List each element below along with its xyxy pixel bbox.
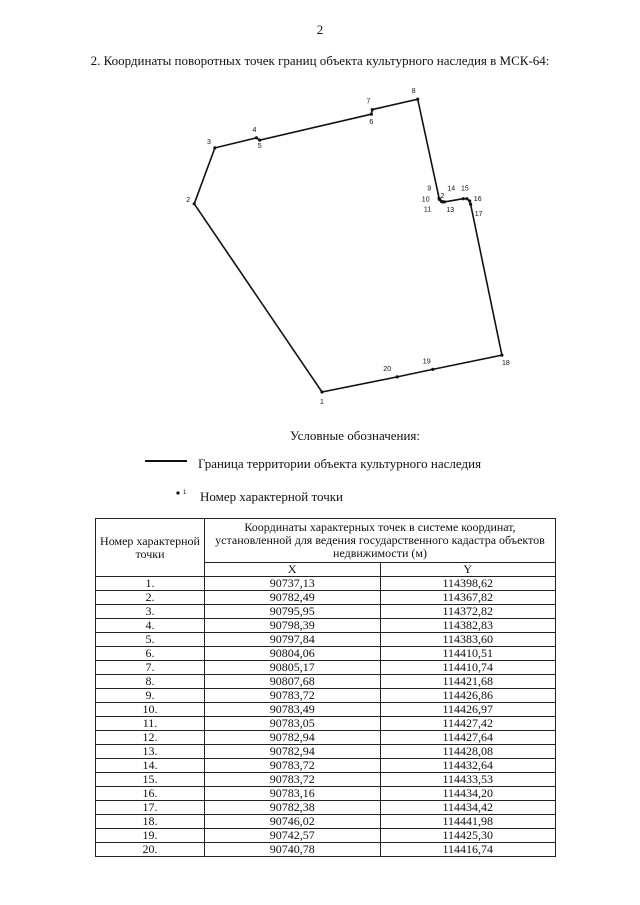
cell-y: 114426,86 xyxy=(380,689,556,703)
cell-x: 90783,72 xyxy=(205,689,381,703)
cell-x: 90782,94 xyxy=(205,745,381,759)
cell-point-number: 9. xyxy=(96,689,205,703)
cell-x: 90807,68 xyxy=(205,675,381,689)
boundary-point-19 xyxy=(431,368,434,371)
cell-point-number: 19. xyxy=(96,829,205,843)
cell-x: 90742,57 xyxy=(205,829,381,843)
table-row xyxy=(96,605,556,619)
table-row xyxy=(96,661,556,675)
header-point-number: Номер характерной точки xyxy=(96,519,205,577)
boundary-point-13 xyxy=(443,200,446,203)
page-heading: 2. Координаты поворотных точек границ объекта культурного наследия в МСК-64: xyxy=(90,53,550,68)
cell-y: 114421,68 xyxy=(380,675,556,689)
cell-x: 90740,78 xyxy=(205,843,381,857)
boundary-point-label-16: 16 xyxy=(473,196,482,203)
boundary-point-16 xyxy=(468,199,471,202)
legend-point-symbol-label: 1 xyxy=(183,490,187,496)
table-row xyxy=(96,703,556,717)
boundary-point-17 xyxy=(469,203,472,206)
header-coordinates: Координаты характерных точек в системе координат, установленной для ведения государственного кадастра объектов недвижимости (м) xyxy=(205,519,556,563)
boundary-point-14 xyxy=(462,197,465,200)
boundary-point-label-18: 18 xyxy=(502,360,510,368)
cell-x: 90797,84 xyxy=(205,633,381,647)
boundary-plan xyxy=(0,0,640,420)
cell-y: 114372,82 xyxy=(380,605,556,619)
boundary-point-15 xyxy=(465,197,468,200)
boundary-point-label-20: 20 xyxy=(383,365,392,373)
cell-point-number: 3. xyxy=(96,605,205,619)
boundary-point-label-10: 10 xyxy=(421,196,430,204)
cell-y: 114441,98 xyxy=(380,815,556,829)
cell-y: 114382,83 xyxy=(380,619,556,633)
cell-point-number: 18. xyxy=(96,815,205,829)
boundary-line xyxy=(194,99,502,392)
cell-point-number: 7. xyxy=(96,661,205,675)
boundary-point-label-14: 14 xyxy=(447,185,456,193)
cell-x: 90782,94 xyxy=(205,731,381,745)
cell-point-number: 15. xyxy=(96,773,205,787)
boundary-point-1 xyxy=(320,390,323,393)
cell-point-number: 12. xyxy=(96,731,205,745)
cell-y: 114427,42 xyxy=(380,717,556,731)
cell-y: 114425,30 xyxy=(380,829,556,843)
boundary-point-label-12: 12 xyxy=(436,192,445,200)
cell-point-number: 10. xyxy=(96,703,205,717)
cell-point-number: 5. xyxy=(96,633,205,647)
cell-y: 114428,08 xyxy=(380,745,556,759)
cell-x: 90783,16 xyxy=(205,787,381,801)
cell-y: 114434,20 xyxy=(380,787,556,801)
cell-x: 90783,49 xyxy=(205,703,381,717)
boundary-point-label-2: 2 xyxy=(186,196,191,204)
cell-x: 90782,38 xyxy=(205,801,381,815)
table-row xyxy=(96,647,556,661)
cell-x: 90746,02 xyxy=(205,815,381,829)
cell-point-number: 2. xyxy=(96,591,205,605)
cell-x: 90783,72 xyxy=(205,773,381,787)
table-row xyxy=(96,801,556,815)
cell-y: 114410,51 xyxy=(380,647,556,661)
boundary-point-6 xyxy=(370,113,373,116)
boundary-point-label-7: 7 xyxy=(366,98,371,106)
cell-x: 90795,95 xyxy=(205,605,381,619)
cell-point-number: 14. xyxy=(96,759,205,773)
boundary-point-label-11: 11 xyxy=(423,206,432,214)
header-x: X xyxy=(205,563,381,577)
cell-y: 114432,64 xyxy=(380,759,556,773)
boundary-point-2 xyxy=(193,202,196,205)
boundary-point-label-1: 1 xyxy=(320,399,324,406)
boundary-point-3 xyxy=(213,146,216,149)
cell-y: 114434,42 xyxy=(380,801,556,815)
cell-y: 114367,82 xyxy=(380,591,556,605)
legend-point-label: Номер характерной точки xyxy=(200,489,343,504)
cell-x: 90798,39 xyxy=(205,619,381,633)
cell-x: 90737,13 xyxy=(205,577,381,591)
table-row xyxy=(96,773,556,787)
cell-point-number: 11. xyxy=(96,717,205,731)
cell-point-number: 8. xyxy=(96,675,205,689)
boundary-point-label-5: 5 xyxy=(257,143,262,151)
boundary-point-20 xyxy=(396,375,399,378)
cell-point-number: 20. xyxy=(96,843,205,857)
boundary-point-4 xyxy=(255,136,258,139)
table-row xyxy=(96,745,556,759)
boundary-point-7 xyxy=(371,108,374,111)
cell-y: 114398,62 xyxy=(380,577,556,591)
boundary-point-label-17: 17 xyxy=(474,211,483,219)
cell-point-number: 6. xyxy=(96,647,205,661)
table-row xyxy=(96,815,556,829)
table-row xyxy=(96,591,556,605)
table-row xyxy=(96,689,556,703)
legend-title: Условные обозначения: xyxy=(289,428,421,443)
legend-boundary-line xyxy=(145,460,187,462)
boundary-point-8 xyxy=(416,98,419,101)
cell-x: 90783,05 xyxy=(205,717,381,731)
table-row xyxy=(96,675,556,689)
cell-x: 90805,17 xyxy=(205,661,381,675)
cell-point-number: 1. xyxy=(96,577,205,591)
boundary-point-5 xyxy=(258,139,261,142)
cell-y: 114426,97 xyxy=(380,703,556,717)
coordinates-table-body xyxy=(96,577,556,857)
boundary-point-label-15: 15 xyxy=(461,185,469,193)
cell-x: 90783,72 xyxy=(205,759,381,773)
boundary-point-label-8: 8 xyxy=(411,88,416,96)
cell-point-number: 4. xyxy=(96,619,205,633)
cell-y: 114410,74 xyxy=(380,661,556,675)
table-row xyxy=(96,829,556,843)
table-row xyxy=(96,759,556,773)
table-row xyxy=(96,633,556,647)
page-number: 2 xyxy=(316,22,324,37)
boundary-point-label-6: 6 xyxy=(369,119,374,127)
boundary-point-label-9: 9 xyxy=(427,185,432,193)
cell-point-number: 16. xyxy=(96,787,205,801)
boundary-point-label-19: 19 xyxy=(422,358,431,366)
legend-point-symbol xyxy=(175,488,191,498)
boundary-point-18 xyxy=(500,354,503,357)
boundary-point-label-4: 4 xyxy=(252,126,257,134)
cell-point-number: 13. xyxy=(96,745,205,759)
boundary-point-label-13: 13 xyxy=(446,206,455,214)
cell-y: 114433,53 xyxy=(380,773,556,787)
cell-x: 90804,06 xyxy=(205,647,381,661)
cell-point-number: 17. xyxy=(96,801,205,815)
cell-x: 90782,49 xyxy=(205,591,381,605)
cell-y: 114416,74 xyxy=(380,843,556,857)
table-row xyxy=(96,787,556,801)
cell-y: 114383,60 xyxy=(380,633,556,647)
table-row xyxy=(96,731,556,745)
table-row xyxy=(96,717,556,731)
header-y: Y xyxy=(380,563,556,577)
legend-boundary-label: Граница территории объекта культурного наследия xyxy=(198,456,482,471)
table-row xyxy=(96,619,556,633)
table-row xyxy=(96,843,556,857)
coordinates-table xyxy=(95,518,556,857)
cell-y: 114427,64 xyxy=(380,731,556,745)
table-row xyxy=(96,577,556,591)
boundary-point-label-3: 3 xyxy=(206,138,211,146)
